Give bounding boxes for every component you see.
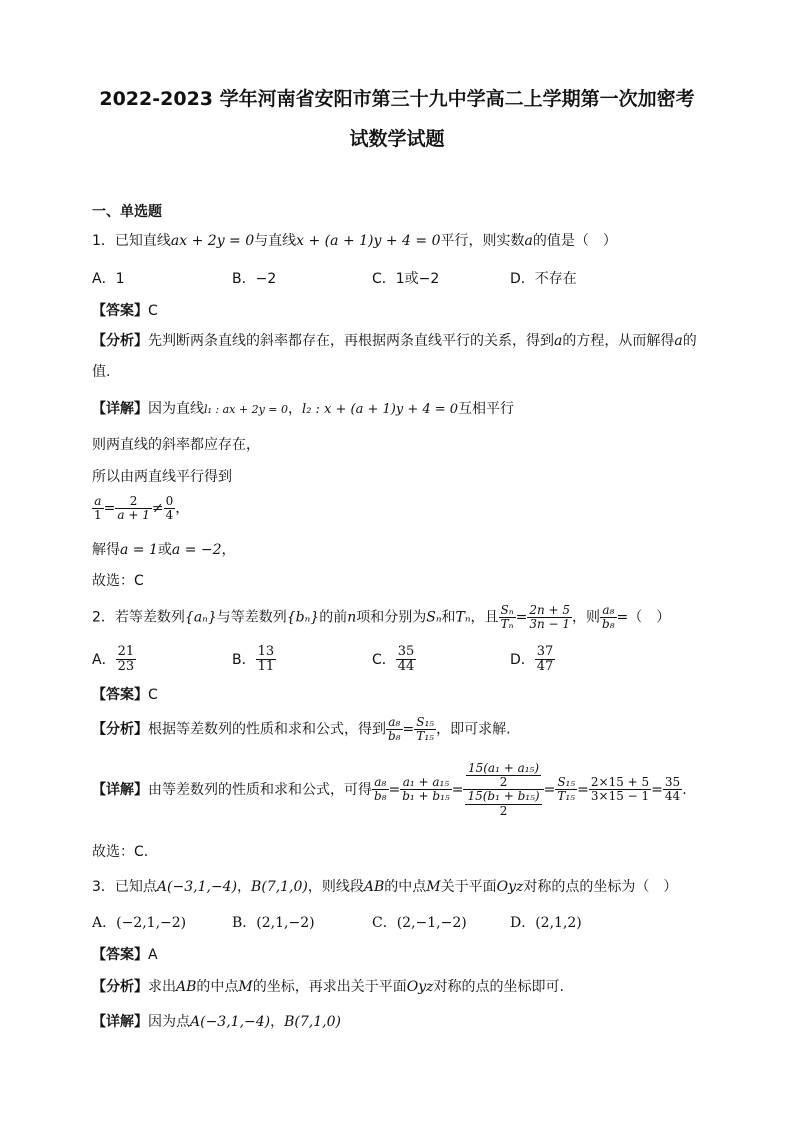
q1-text-2: 与直线 <box>254 233 297 249</box>
q2-option-d: D． $\frac{37}{47}$ <box>510 644 554 675</box>
fraction: $\frac{2n + 5}{3n - 1}$ <box>529 603 571 632</box>
q3-option-c: C．(2,−1,−2) <box>372 915 467 931</box>
question-2-number: 2． <box>92 609 115 626</box>
analysis-tag: 【分析】 <box>92 333 148 349</box>
q1-detail-line5: 解得a = 1或a = −2， <box>92 542 236 558</box>
detail-tag: 【详解】 <box>92 401 148 417</box>
q3-option-a: A．(−2,1,−2) <box>92 915 187 931</box>
q1-option-d: D．不存在 <box>510 271 577 287</box>
document-title-line2: 试数学试题 <box>349 128 445 150</box>
fraction: $\frac{\text{S₁₅}}{\text{T₁₅}}$ <box>557 775 576 804</box>
answer-tag: 【答案】 <box>92 303 148 319</box>
q1-option-b: B．−2 <box>232 271 277 287</box>
q1-analysis-var-2: a <box>674 333 683 349</box>
q3-answer: 【答案】A <box>92 947 158 963</box>
fraction: $\frac{\text{Sₙ}}{\text{Tₙ}}$ <box>500 603 514 632</box>
q1-text-3: 平行，则实数 <box>440 233 525 249</box>
q1-detail-line3: 所以由两直线平行得到 <box>92 469 232 485</box>
fraction: $\frac{\text{a₈}}{\text{b₈}}$ <box>602 603 615 632</box>
fraction: $\frac{\text{15(b₁ + b₁₅)}}{2}$ <box>467 789 540 818</box>
q1-answer <box>92 304 158 318</box>
q2-detail: 【详解】由等差数列的性质和求和公式，可得 $\frac{\text{a₈}}{\text{b₈}}$ = $\frac{\text{a₁ + a₁₅}}{\text{b₁ + b₁₅}}$ = $\frac{\frac{\text{15(a₁ + a₁₅)}}{2}}{\frac{\text{15(b₁ + b₁₅)}}{2}}$ = $\frac{\text{S₁₅}}{\text{T₁₅}}$ = $\frac{2\times 15 + 5}{3\times 15 - 1}$ = $\frac{35}{44}$ . <box>92 761 687 818</box>
q2-choose: 故选：C. <box>92 844 149 860</box>
q1-text-4: 的值是（ ） <box>532 233 617 249</box>
q2-analysis: 【分析】根据等差数列的性质和求和公式，得到 $\frac{\text{a₈}}{\text{b₈}}$ = $\frac{\text{S₁₅}}{\text{T₁₅}}$ ，即可求解. <box>92 715 511 744</box>
q3-option-d: D．(2,1,2) <box>510 915 582 931</box>
fraction: $\frac{2\times 15 + 5}{3\times 15 - 1}$ <box>590 775 650 804</box>
q2-option-c: C． $\frac{35}{44}$ <box>372 644 415 675</box>
q1-line-equation-2: x + (a + 1)y + 4 = 0 <box>296 233 441 249</box>
q1-analysis-text-c: 的 <box>682 333 697 349</box>
q2-answer: 【答案】C <box>92 687 158 703</box>
fraction: $\frac{\text{15(a₁ + a₁₅)}}{2}$ <box>467 761 540 790</box>
section-heading: 一、单选题 <box>92 204 162 220</box>
q2-option-a: A． $\frac{21}{23}$ <box>92 644 135 675</box>
question-3-number: 3． <box>92 879 115 895</box>
document-title-line1: 2022-2023 学年河南省安阳市第三十九中学高二上学期第一次加密考 <box>99 88 695 110</box>
q1-option-c: C．1或−2 <box>372 271 440 287</box>
q1-detail-text-b: 互相平行 <box>458 401 515 417</box>
q3-option-b: B．(2,1,−2) <box>232 915 315 931</box>
fraction: $\frac{a}{1}$ <box>94 494 102 523</box>
q1-detail <box>92 402 514 416</box>
q1-detail-line-l2: l₂ : x + (a + 1)y + 4 = 0 <box>302 402 459 417</box>
question-1-number: 1． <box>92 233 115 249</box>
fraction: $\frac{\text{a₈}}{\text{b₈}}$ <box>388 715 401 744</box>
question-1-stem <box>92 234 617 248</box>
q3-detail: 【详解】因为点A(−3,1,−4)，B(7,1,0) <box>92 1014 341 1030</box>
fraction: $\frac{21}{23}$ <box>117 644 135 675</box>
q1-analysis-text-a: 先判断两条直线的斜率都存在，再根据两条直线平行的关系，得到 <box>148 333 554 349</box>
q1-line-equation-1: ax + 2y = 0 <box>170 233 255 249</box>
q1-detail-line2: 则两直线的斜率都应存在， <box>92 437 260 453</box>
q1-text-1: 已知直线 <box>114 233 171 249</box>
q1-variable: a <box>524 233 533 249</box>
fraction: $\frac{\text{S₁₅}}{\text{T₁₅}}$ <box>416 715 435 744</box>
q1-detail-text-a: 因为直线 <box>148 401 204 417</box>
fraction: $\frac{35}{44}$ <box>397 644 415 675</box>
q1-detail-sep: ， <box>288 401 303 417</box>
q1-analysis-cont: 值. <box>92 364 111 380</box>
q1-analysis <box>92 334 697 348</box>
q1-detail-equation: $\frac{a}{1}$ = $\frac{2}{a + 1}$ ≠ $\frac{0}{4}$ ， <box>94 494 190 523</box>
q1-option-a: A．1 <box>92 271 125 287</box>
q1-detail-line-l1: l₁ : ax + 2y = 0 <box>204 403 289 416</box>
q3-analysis: 【分析】求出AB的中点M的坐标，再求出关于平面Oyz对称的点的坐标即可. <box>92 979 564 995</box>
q1-choose: 故选：C <box>92 573 144 589</box>
fraction: $\frac{\text{a₈}}{\text{b₈}}$ <box>374 775 387 804</box>
fraction: $\frac{\text{a₁ + a₁₅}}{\text{b₁ + b₁₅}}$ <box>402 775 450 804</box>
fraction: $\frac{13}{11}$ <box>257 644 275 675</box>
fraction: $\frac{35}{44}$ <box>664 775 681 804</box>
q1-analysis-var-1: a <box>554 333 563 349</box>
question-3-stem: 3．已知点A(−3,1,−4)，B(7,1,0)，则线段AB的中点M关于平面Oyz对称的点的坐标为（ ） <box>92 879 678 895</box>
fraction: $\frac{37}{47}$ <box>536 644 554 675</box>
compound-fraction <box>463 762 543 818</box>
q2-option-b: B． $\frac{13}{11}$ <box>232 644 275 675</box>
fraction: $\frac{2}{a + 1}$ <box>117 494 150 523</box>
q1-answer-value: C <box>148 303 158 319</box>
q1-analysis-text-b: 的方程，从而解得 <box>562 333 675 349</box>
question-2-stem: 2．若等差数列{aₙ}与等差数列{bₙ}的前n项和分别为Sₙ和Tₙ，且 $\frac{\text{Sₙ}}{\text{Tₙ}}$ = $\frac{2n + 5}{3n - 1}$ ，则 $\frac{\text{a₈}}{\text{b₈}}$ =（ ） <box>92 603 671 632</box>
fraction: $\frac{0}{4}$ <box>165 494 174 523</box>
